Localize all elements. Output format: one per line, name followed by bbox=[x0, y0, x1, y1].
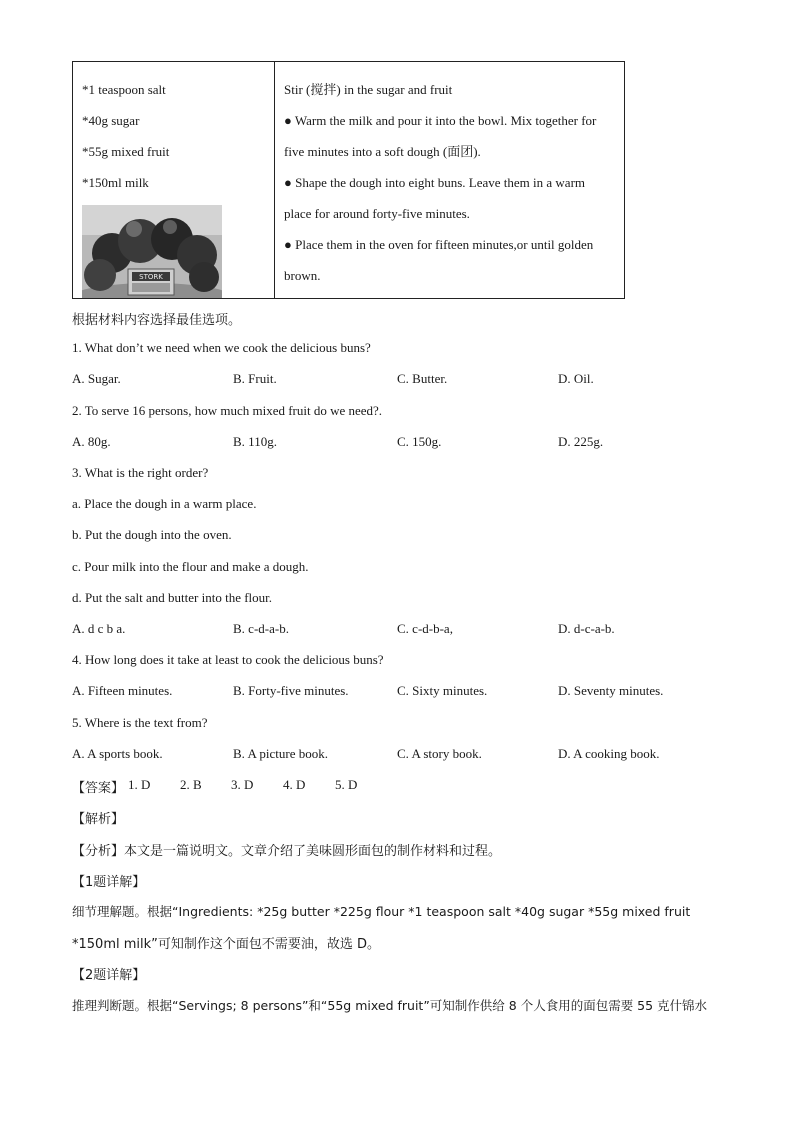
detail-1-title: 【1题详解】 bbox=[72, 875, 146, 890]
q3-option-b: B. c-d-a-b. bbox=[233, 621, 289, 636]
q1-option-b: B. Fruit. bbox=[233, 371, 277, 386]
q1-option-c: C. Butter. bbox=[397, 371, 448, 386]
answer-item: 1. D bbox=[128, 777, 151, 792]
question-4-stem: 4. How long does it take at least to cook the delicious buns? bbox=[72, 652, 384, 667]
buns-photo bbox=[82, 205, 222, 298]
q3-option-c: C. c-d-b-a, bbox=[397, 621, 453, 636]
q3-option-d: D. d-c-a-b. bbox=[558, 621, 615, 636]
q3-sub-c: c. Pour milk into the flour and make a dough. bbox=[72, 559, 309, 574]
method-line: brown. bbox=[284, 268, 321, 283]
analysis-summary: 【分析】本文是一篇说明文。文章介绍了美味圆形面包的制作材料和过程。 bbox=[72, 844, 502, 859]
photo-logo-text: STORK bbox=[139, 273, 163, 281]
method-line: ● Warm the milk and pour it into the bowl. Mix together for bbox=[284, 113, 597, 128]
question-1-stem: 1. What don’t we need when we cook the delicious buns? bbox=[72, 340, 371, 355]
question-5-stem: 5. Where is the text from? bbox=[72, 715, 208, 730]
q4-option-c: C. Sixty minutes. bbox=[397, 683, 488, 698]
recipe-table bbox=[72, 61, 625, 299]
q3-sub-b: b. Put the dough into the oven. bbox=[72, 527, 232, 542]
answer-label: 【答案】 bbox=[72, 781, 125, 796]
q2-option-b: B. 110g. bbox=[233, 434, 277, 449]
ingredient-line: *40g sugar bbox=[82, 113, 140, 128]
ingredient-line: *1 teaspoon salt bbox=[82, 82, 166, 97]
q3-sub-a: a. Place the dough in a warm place. bbox=[72, 496, 257, 511]
detail-1-line-2: *150ml milk”可知制作这个面包不需要油，故选 D。 bbox=[72, 937, 381, 952]
method-line: ● Shape the dough into eight buns. Leave them in a warm bbox=[284, 175, 586, 190]
q2-option-a: A. 80g. bbox=[72, 434, 111, 449]
q5-option-b: B. A picture book. bbox=[233, 746, 328, 761]
detail-1-line-1: 细节理解题。根据“Ingredients: *25g butter *225g flour *1 teaspoon salt *40g sugar *55g mixed fruit bbox=[72, 904, 691, 919]
detail-2-line-1: 推理判断题。根据“Servings; 8 persons”和“55g mixed fruit”可知制作供给 8 个人食用的面包需要 55 克什锦水 bbox=[72, 998, 708, 1013]
ingredients-column bbox=[73, 62, 275, 298]
q4-option-a: A. Fifteen minutes. bbox=[72, 683, 173, 698]
answer-item: 4. D bbox=[283, 777, 306, 792]
q3-option-a: A. d c b a. bbox=[72, 621, 126, 636]
method-line: ● Place them in the oven for fifteen minutes,or until golden bbox=[284, 237, 594, 252]
question-3-stem: 3. What is the right order? bbox=[72, 465, 209, 480]
q5-option-a: A. A sports book. bbox=[72, 746, 163, 761]
q5-option-d: D. A cooking book. bbox=[558, 746, 660, 761]
q4-option-d: D. Seventy minutes. bbox=[558, 683, 664, 698]
method-line: five minutes into a soft dough (面团). bbox=[284, 144, 481, 159]
answer-item: 5. D bbox=[335, 777, 358, 792]
detail-2-title: 【2题详解】 bbox=[72, 968, 146, 983]
answer-item: 2. B bbox=[180, 777, 202, 792]
q2-option-c: C. 150g. bbox=[397, 434, 442, 449]
instruction: 根据材料内容选择最佳选项。 bbox=[72, 313, 242, 328]
ingredient-line: *55g mixed fruit bbox=[82, 144, 170, 159]
q3-sub-d: d. Put the salt and butter into the flour. bbox=[72, 590, 273, 605]
ingredient-line: *150ml milk bbox=[82, 175, 149, 190]
question-2-stem: 2. To serve 16 persons, how much mixed fruit do we need?. bbox=[72, 403, 383, 418]
analysis-title: 【解析】 bbox=[72, 812, 125, 827]
q1-option-d: D. Oil. bbox=[558, 371, 594, 386]
method-column bbox=[275, 62, 624, 298]
q4-option-b: B. Forty-five minutes. bbox=[233, 683, 349, 698]
q1-option-a: A. Sugar. bbox=[72, 371, 121, 386]
q5-option-c: C. A story book. bbox=[397, 746, 482, 761]
answer-item: 3. D bbox=[231, 777, 254, 792]
method-line: Stir (搅拌) in the sugar and fruit bbox=[284, 82, 453, 97]
method-line: place for around forty-five minutes. bbox=[284, 206, 470, 221]
q2-option-d: D. 225g. bbox=[558, 434, 604, 449]
